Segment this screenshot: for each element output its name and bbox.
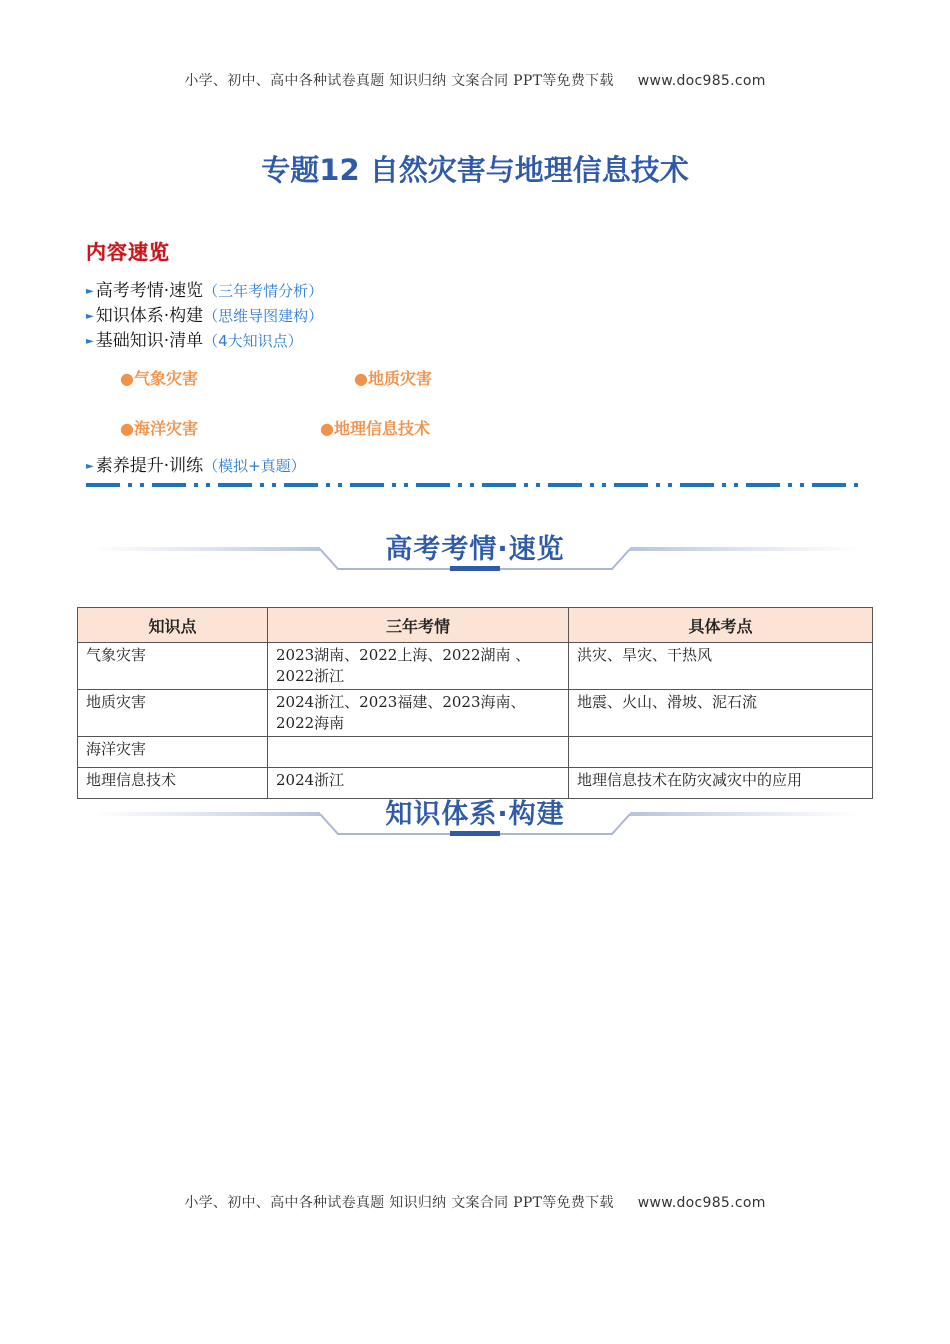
section-title-knowledge-system: 知识体系·构建 [385, 799, 565, 830]
table-cell [569, 737, 873, 768]
toc-item-4[interactable] [86, 451, 306, 476]
section-title-exam-overview: 高考考情·速览 [385, 534, 565, 565]
table-row [78, 737, 873, 768]
arrow-icon: ► [86, 461, 94, 472]
toc-item-sub: （模拟+真题） [203, 457, 306, 475]
footer-site[interactable]: www.doc985.com [637, 1195, 766, 1211]
toc-item-label: 基础知识·清单 [95, 331, 204, 351]
table-cell: 海洋灾害 [78, 737, 268, 768]
knowledge-point-geology[interactable]: ●地质灾害 [354, 369, 432, 388]
table-header-row [78, 608, 873, 643]
table-cell: 2023湖南、2022上海、2022湖南 、2022浙江 [268, 643, 569, 690]
toc-item-2[interactable] [86, 301, 323, 326]
column-header: 具体考点 [569, 608, 873, 643]
column-header: 三年考情 [268, 608, 569, 643]
toc-item-label: 知识体系·构建 [95, 306, 204, 326]
knowledge-point-gis[interactable]: ●地理信息技术 [320, 419, 430, 438]
page-header [0, 70, 950, 90]
toc-item-sub: （4大知识点） [203, 332, 303, 350]
table-cell [268, 737, 569, 768]
arrow-icon: ► [86, 286, 94, 297]
toc-heading: 内容速览 [86, 240, 170, 264]
table-cell: 洪灾、旱灾、干热风 [569, 643, 873, 690]
table-cell: 地理信息技术 [78, 768, 268, 799]
toc-item-label: 高考考情·速览 [95, 281, 204, 301]
table-cell: 2024浙江 [268, 768, 569, 799]
knowledge-point-ocean[interactable]: ●海洋灾害 [120, 419, 198, 438]
table-cell: 地质灾害 [78, 690, 268, 737]
table-row [78, 643, 873, 690]
table-row [78, 690, 873, 737]
table-cell: 地震、火山、滑坡、泥石流 [569, 690, 873, 737]
table-cell: 气象灾害 [78, 643, 268, 690]
dashed-divider [86, 482, 864, 488]
toc-item-sub: （思维导图建构） [203, 307, 324, 325]
column-header: 知识点 [78, 608, 268, 643]
toc-item-3[interactable] [86, 326, 303, 351]
header-site[interactable]: www.doc985.com [637, 73, 766, 89]
page-footer [0, 1192, 950, 1212]
toc-item-1[interactable] [86, 276, 323, 301]
exam-analysis-table [77, 607, 873, 799]
header-text: 小学、初中、高中各种试卷真题 知识归纳 文案合同 PPT等免费下载 [184, 73, 614, 89]
footer-text: 小学、初中、高中各种试卷真题 知识归纳 文案合同 PPT等免费下载 [184, 1195, 614, 1211]
arrow-icon: ► [86, 336, 94, 347]
table-cell: 地理信息技术在防灾减灾中的应用 [569, 768, 873, 799]
toc-item-sub: （三年考情分析） [203, 282, 324, 300]
toc-item-label: 素养提升·训练 [95, 456, 204, 476]
page-title: 专题12 自然灾害与地理信息技术 [261, 153, 689, 187]
knowledge-point-weather[interactable]: ●气象灾害 [120, 369, 198, 388]
table-cell: 2024浙江、2023福建、2023海南、2022海南 [268, 690, 569, 737]
arrow-icon: ► [86, 311, 94, 322]
